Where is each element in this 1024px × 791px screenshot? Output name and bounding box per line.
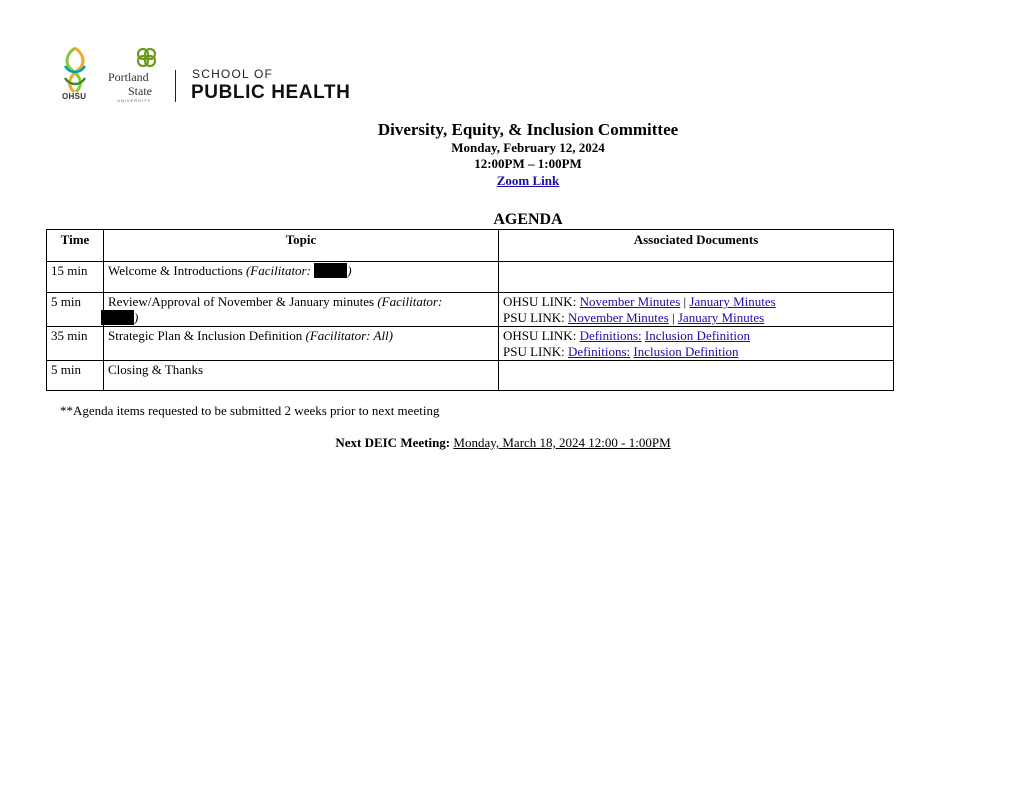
logo-banner — [58, 44, 378, 104]
agenda-header-row — [47, 230, 894, 262]
table-row — [47, 327, 894, 361]
psu-links: PSU LINK: Definitions: Inclusion Definition — [503, 344, 739, 359]
psu-links: PSU LINK: November Minutes | January Minutes — [503, 310, 765, 325]
table-row — [47, 293, 894, 327]
row-topic — [104, 293, 499, 327]
next-meeting — [0, 435, 1006, 451]
ohsu-links: OHSU LINK: Definitions: Inclusion Definition — [503, 328, 750, 343]
row-time: 35 min — [47, 327, 104, 361]
row-documents — [499, 293, 894, 327]
facilitator-text: (Facilitator: ) — [245, 263, 352, 278]
ohsu-definitions-link[interactable]: Definitions: — [579, 328, 642, 343]
documents-column-header: Associated Documents — [499, 230, 894, 262]
psu-logo-text-university: UNIVERSITY — [117, 98, 152, 103]
psu-logo-icon — [134, 46, 158, 70]
psu-inclusion-definition-link[interactable]: Inclusion Definition — [633, 344, 739, 359]
facilitator-text: (Facilitator: All) — [305, 328, 393, 343]
agenda-table — [46, 229, 894, 391]
topic-text: Welcome & Introductions — [108, 263, 246, 278]
school-of-text: SCHOOL OF — [192, 67, 274, 81]
agenda-note: **Agenda items requested to be submitted 2 weeks prior to next meeting — [60, 403, 440, 418]
row-documents — [499, 361, 894, 391]
logo-divider — [175, 70, 176, 102]
facilitator-text: (Facilitator: ) — [108, 294, 442, 325]
committee-title: Diversity, Equity, & Inclusion Committee — [377, 120, 679, 139]
row-documents — [499, 262, 894, 293]
next-meeting-value: Monday, March 18, 2024 12:00 - 1:00PM — [453, 435, 671, 450]
time-column-header: Time — [47, 230, 104, 262]
ohsu-inclusion-definition-link[interactable]: Inclusion Definition — [644, 328, 750, 343]
meeting-date: Monday, February 12, 2024 — [451, 140, 605, 155]
psu-november-minutes-link[interactable]: November Minutes — [568, 310, 669, 325]
row-documents — [499, 327, 894, 361]
row-time: 5 min — [47, 361, 104, 391]
psu-logo-text-portland: Portland — [108, 70, 149, 84]
row-topic — [104, 327, 499, 361]
redacted-name — [101, 310, 134, 325]
meeting-header — [0, 120, 1024, 190]
ohsu-november-minutes-link[interactable]: November Minutes — [579, 294, 681, 309]
topic-text: Strategic Plan & Inclusion Definition — [108, 328, 306, 343]
ohsu-january-minutes-link[interactable]: January Minutes — [689, 294, 776, 309]
next-meeting-label: Next DEIC Meeting: — [335, 435, 451, 450]
zoom-link[interactable]: Zoom Link — [496, 173, 560, 188]
meeting-time: 12:00PM – 1:00PM — [474, 156, 582, 171]
table-row — [47, 262, 894, 293]
row-time: 15 min — [47, 262, 104, 293]
topic-text: Closing & Thanks — [108, 362, 204, 377]
public-health-text: PUBLIC HEALTH — [191, 82, 351, 103]
table-row — [47, 361, 894, 391]
row-topic — [104, 361, 499, 391]
row-topic — [104, 262, 499, 293]
psu-january-minutes-link[interactable]: January Minutes — [677, 310, 765, 325]
redacted-name — [314, 263, 347, 278]
ohsu-logo-text: OHSU — [62, 92, 87, 101]
psu-definitions-link[interactable]: Definitions: — [568, 344, 631, 359]
row-time: 5 min — [47, 293, 104, 327]
psu-logo-text-state: State — [128, 84, 152, 98]
topic-column-header: Topic — [104, 230, 499, 262]
ohsu-links: OHSU LINK: November Minutes | January Minutes — [503, 294, 776, 309]
topic-text: Review/Approval of November & January minutes — [108, 294, 378, 309]
agenda-heading: AGENDA — [493, 211, 563, 228]
